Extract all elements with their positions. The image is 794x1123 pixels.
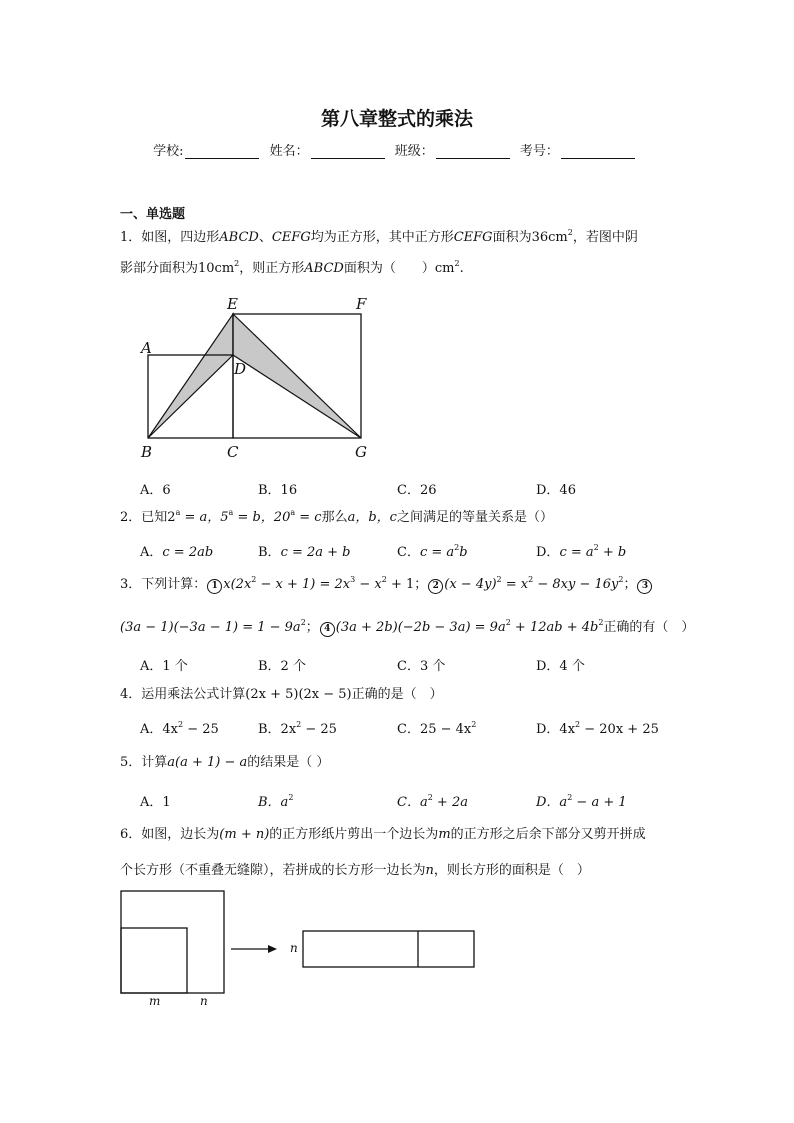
q2-math: 2 xyxy=(167,510,176,525)
option-text: B．a xyxy=(258,795,289,810)
q1-sup: 2 xyxy=(567,228,573,237)
big-square xyxy=(121,891,224,993)
q1-text: . xyxy=(459,261,464,276)
option-sup: 2 xyxy=(593,543,599,552)
q3-option-c[interactable]: C．3 个 xyxy=(397,659,446,674)
q3-sup: 2 xyxy=(251,575,257,584)
small-square xyxy=(121,928,187,993)
class-label: 班级： xyxy=(394,144,434,159)
q1-text: ，则正方形 xyxy=(239,261,305,276)
q6-text: 的正方形之后余下部分又剪开拼成 xyxy=(450,827,646,842)
label-n-bottom: n xyxy=(200,994,208,1008)
q4-text: 正确的是（ ） xyxy=(351,687,443,702)
q3-sup: 2 xyxy=(528,575,534,584)
q5-text: 的结果是（ ） xyxy=(247,755,330,770)
label-B: B xyxy=(141,443,153,461)
q1-math: CEFG xyxy=(271,230,311,245)
option-math: b xyxy=(459,545,468,560)
q2-text: 那么 xyxy=(321,510,348,525)
option-text: D．a xyxy=(536,795,568,810)
option-math: + b xyxy=(598,545,627,560)
option-text: A．4x xyxy=(140,722,178,737)
option-letter: B． xyxy=(258,545,281,560)
q3-math: = x xyxy=(501,577,529,592)
number-label: 考号： xyxy=(519,144,559,159)
q2-text: 之间满足的等量关系是（） xyxy=(396,510,553,525)
long-rectangle xyxy=(303,931,474,967)
option-text: B．2x xyxy=(258,722,297,737)
option-text: C．a xyxy=(397,795,428,810)
circled-number: 4 xyxy=(320,622,335,637)
q2-math: = b，20 xyxy=(233,510,291,525)
q1-text: 面积为 xyxy=(492,230,532,245)
q1-math: cm xyxy=(434,261,455,276)
option-letter: D． xyxy=(536,545,560,560)
q3-text: 正确的有（ ） xyxy=(603,620,695,635)
option-sup: 2 xyxy=(575,720,581,729)
q2-sup: a xyxy=(290,508,296,517)
q1-option-a[interactable]: A．6 xyxy=(140,483,171,498)
label-n-side: n xyxy=(290,941,298,955)
q3-math: + 12ab + 4b xyxy=(510,620,599,635)
q6-text: 个长方形（不重叠无缝隙），若拼成的长方形一边长为 xyxy=(120,863,426,878)
q1-math: 36cm xyxy=(531,230,568,245)
q3-math: − x xyxy=(355,577,382,592)
arrow-head-icon xyxy=(268,945,277,953)
q1-text: 、 xyxy=(258,230,272,245)
q3-text: ； xyxy=(623,577,637,592)
q6-text: 6．如图，边长为 xyxy=(120,827,220,842)
q1-sup: 2 xyxy=(454,259,460,268)
q6-text: 的正方形纸片剪出一个边长为 xyxy=(269,827,439,842)
section-title: 一、单选题 xyxy=(120,207,186,222)
option-sup: 2 xyxy=(471,720,477,729)
label-m: m xyxy=(149,994,161,1008)
option-text: D．4x xyxy=(536,722,576,737)
label-D: D xyxy=(234,360,247,378)
q5-math: a(a + 1) − a xyxy=(167,755,248,770)
q3-math: (x − 4y) xyxy=(444,577,497,592)
q1-sup: 2 xyxy=(234,259,240,268)
q1-option-d[interactable]: D．46 xyxy=(536,483,576,498)
q2-text: 2．已知 xyxy=(120,510,168,525)
option-math: c = 2a + b xyxy=(280,545,351,560)
label-E: E xyxy=(227,295,238,313)
q6-math: (m + n) xyxy=(219,827,270,842)
q3-sup: 2 xyxy=(598,618,604,627)
option-sup: 2 xyxy=(427,793,433,802)
option-sup: 2 xyxy=(567,793,573,802)
page-title: 第八章整式的乘法 xyxy=(320,108,473,130)
label-C: C xyxy=(227,443,239,461)
option-sup: 2 xyxy=(296,720,302,729)
q3-sup: 2 xyxy=(618,575,624,584)
q3-math: (3a − 1)(−3a − 1) = 1 − 9a xyxy=(120,620,301,635)
option-sup: 2 xyxy=(288,793,294,802)
q3-math: − 8xy − 16y xyxy=(533,577,619,592)
q6-text: ，则长方形的面积是（ ） xyxy=(433,863,590,878)
q6-math: m xyxy=(438,827,451,842)
q3-option-b[interactable]: B．2 个 xyxy=(258,659,306,674)
option-text: − 25 xyxy=(183,722,219,737)
q2-sup: a xyxy=(175,508,181,517)
option-sup: 2 xyxy=(454,543,460,552)
q1-option-b[interactable]: B．16 xyxy=(258,483,298,498)
circled-number: 1 xyxy=(207,579,222,594)
option-sup: 2 xyxy=(178,720,184,729)
option-text: A．1 xyxy=(140,795,171,810)
q1-text: 1．如图，四边形 xyxy=(120,230,220,245)
q3-option-d[interactable]: D．4 个 xyxy=(536,659,585,674)
q1-option-c[interactable]: C．26 xyxy=(397,483,437,498)
q6-math: n xyxy=(425,863,434,878)
q3-text: 3．下列计算： xyxy=(120,577,207,592)
option-text: − 20x + 25 xyxy=(580,722,659,737)
q4-math: (2x + 5)(2x − 5) xyxy=(245,687,352,702)
q3-math: (3a + 2b)(−2b − 3a) = 9a xyxy=(335,620,506,635)
q1-text: ，若图中阴 xyxy=(572,230,638,245)
q3-sup: 3 xyxy=(350,575,356,584)
q2-sup: a xyxy=(228,508,234,517)
q1-text: 面积为（ ） xyxy=(343,261,435,276)
option-text: C．25 − 4x xyxy=(397,722,472,737)
q4-text: 4．运用乘法公式计算 xyxy=(120,687,246,702)
circled-number: 3 xyxy=(637,579,652,594)
option-math: c = 2ab xyxy=(162,545,214,560)
option-math: c = a xyxy=(559,545,594,560)
q1-math: 10cm xyxy=(198,261,235,276)
q1-math: ABCD xyxy=(219,230,259,245)
school-label: 学校: xyxy=(153,144,184,159)
q3-math: − x + 1) = 2x xyxy=(256,577,351,592)
q5-text: 5．计算 xyxy=(120,755,168,770)
q2-math: = c xyxy=(295,510,322,525)
q3-math: x(2x xyxy=(223,577,252,592)
name-label: 姓名： xyxy=(269,144,309,159)
label-F: F xyxy=(356,295,367,313)
q3-sup: 2 xyxy=(381,575,387,584)
q3-sup: 2 xyxy=(496,575,502,584)
option-math: c = a xyxy=(419,545,455,560)
option-text: − 25 xyxy=(301,722,337,737)
option-letter: C． xyxy=(397,545,420,560)
q1-math: ABCD xyxy=(304,261,344,276)
q1-text: 影部分面积为 xyxy=(120,261,199,276)
q3-sup: 2 xyxy=(505,618,511,627)
q3-option-a[interactable]: A．1 个 xyxy=(140,659,188,674)
label-A: A xyxy=(141,339,152,357)
circled-number: 2 xyxy=(428,579,443,594)
q2-math: = a，5 xyxy=(180,510,229,525)
label-G: G xyxy=(355,443,367,461)
q1-text: 均为正方形，其中正方形 xyxy=(310,230,454,245)
q2-math: a，b，c xyxy=(347,510,397,525)
q3-text: ； xyxy=(305,620,319,635)
option-letter: A． xyxy=(140,545,163,560)
option-text: + 2a xyxy=(432,795,468,810)
q3-sup: 2 xyxy=(300,618,306,627)
q3-math: + 1； xyxy=(386,577,428,592)
q1-math: CEFG xyxy=(453,230,493,245)
option-text: − a + 1 xyxy=(572,795,627,810)
